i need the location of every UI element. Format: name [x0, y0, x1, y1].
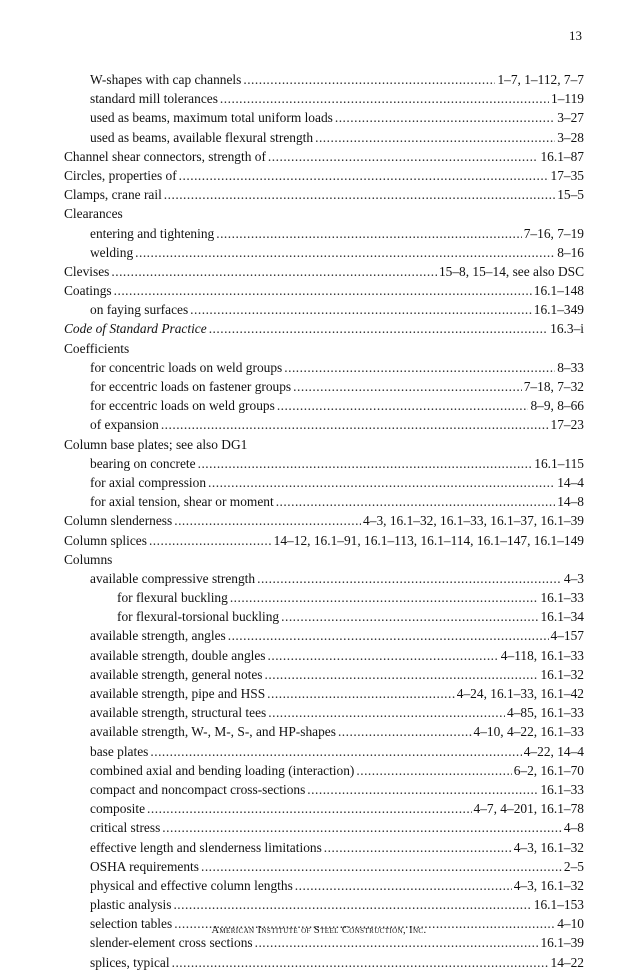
index-term: critical stress [90, 820, 161, 836]
index-term: Column base plates; see also DG1 [64, 436, 248, 452]
index-pages: 14–4 [557, 474, 584, 490]
dot-leader [335, 108, 555, 127]
index-pages: 8–16 [557, 244, 584, 260]
index-term: OSHA requirements [90, 858, 199, 874]
index-pages: 14–12, 16.1–91, 16.1–113, 16.1–114, 16.1–147, 16.1–149 [273, 532, 584, 548]
dot-leader [209, 319, 548, 338]
index-entry [64, 761, 584, 780]
index-entry [64, 953, 584, 972]
index-term: for axial tension, shear or moment [90, 494, 274, 510]
index-pages: 16.1–39 [540, 935, 584, 951]
index-term: for flexural buckling [117, 590, 228, 606]
index-pages: 1–7, 1–112, 7–7 [497, 72, 584, 87]
index-term: available strength, W-, M-, S-, and HP-shapes [90, 724, 336, 740]
index-entry [64, 550, 584, 569]
index-pages: 16.1–148 [533, 283, 584, 299]
index-entry [64, 876, 584, 895]
dot-leader [201, 857, 562, 876]
index-term: on faying surfaces [90, 302, 189, 318]
index-term: of expansion [90, 417, 159, 433]
index-pages: 16.1–349 [533, 302, 584, 318]
page-number: 13 [569, 28, 582, 43]
dot-leader [268, 703, 505, 722]
dot-leader [277, 396, 529, 415]
dot-leader [276, 492, 556, 511]
index-term: Columns [64, 551, 113, 567]
index-pages: 4–24, 16.1–33, 16.1–42 [456, 686, 584, 701]
index-pages: 16.1–34 [540, 609, 584, 625]
index-term: physical and effective column lengths [90, 877, 293, 893]
index-entry [64, 684, 584, 703]
index-pages: 2–5 [563, 858, 584, 874]
index-term: W-shapes with cap channels [90, 72, 242, 87]
dot-leader [172, 953, 549, 972]
index-entry [64, 89, 584, 108]
index-entry [64, 166, 584, 185]
index-term: composite [90, 801, 146, 817]
index-entry [64, 147, 584, 166]
index-term: available strength, double angles [90, 647, 266, 663]
index-term: for concentric loads on weld groups [90, 359, 283, 375]
index-pages: 4–3, 16.1–32 [513, 839, 584, 855]
index-term: effective length and slenderness limitations [90, 839, 322, 855]
dot-leader [174, 511, 361, 530]
index-pages: 3–27 [557, 110, 584, 126]
index-entry [64, 722, 584, 741]
index-term: for eccentric loads on weld groups [90, 398, 275, 414]
index-entry [64, 933, 584, 952]
index-pages: 4–85, 16.1–33 [507, 705, 584, 721]
index-entry [64, 895, 584, 914]
index-term: Column splices [64, 532, 147, 548]
index-pages: 4–10 [557, 916, 584, 932]
index-entry [64, 396, 584, 415]
index-entry [64, 454, 584, 473]
dot-leader [243, 70, 495, 89]
index-term: Clamps, crane rail [64, 187, 162, 203]
dot-leader [295, 876, 512, 895]
index-entry [64, 108, 584, 127]
index-term: for axial compression [90, 474, 207, 490]
index-pages: 15–5 [557, 187, 584, 203]
index-term: Coefficients [64, 340, 130, 356]
index-entry [64, 492, 584, 511]
index-term: Clearances [64, 206, 123, 222]
index-term: available strength, structural tees [90, 705, 267, 721]
dot-leader [338, 722, 472, 741]
index-term: available strength, angles [90, 628, 226, 644]
index-entry [64, 742, 584, 761]
index-pages: 16.1–153 [533, 897, 584, 913]
dot-leader [267, 684, 455, 703]
index-entry [64, 415, 584, 434]
index-term: available strength, pipe and HSS [90, 686, 266, 701]
index-pages: 4–8 [563, 820, 584, 836]
dot-leader [315, 128, 555, 147]
index-entry [64, 799, 584, 818]
index-term: available compressive strength [90, 570, 256, 586]
index-entry [64, 838, 584, 857]
index-entry [64, 204, 584, 223]
dot-leader [230, 588, 539, 607]
index-pages: 4–118, 16.1–33 [500, 647, 584, 663]
index-term: Clevises [64, 263, 110, 279]
index-term: welding [90, 244, 134, 260]
footer: American Institute of Steel Construction, Inc. [211, 925, 427, 936]
index-entry [64, 588, 584, 607]
index-term: plastic analysis [90, 897, 172, 913]
index-entry [64, 243, 584, 262]
dot-leader [135, 243, 555, 262]
index-term: standard mill tolerances [90, 91, 218, 107]
index-term: used as beams, maximum total uniform loads [90, 110, 333, 126]
index-pages: 7–18, 7–32 [523, 379, 584, 394]
dot-leader [216, 224, 522, 243]
index-pages: 4–22, 14–4 [523, 743, 584, 759]
index-pages: 16.1–115 [534, 455, 584, 471]
dot-leader [164, 185, 555, 204]
index-pages: 4–7, 4–201, 16.1–78 [473, 801, 584, 817]
index-pages: 4–157 [550, 628, 584, 644]
dot-leader [265, 665, 539, 684]
index-entry [64, 626, 584, 645]
dot-leader [179, 166, 549, 185]
index-entry [64, 300, 584, 319]
dot-leader [284, 358, 555, 377]
dot-leader [228, 626, 549, 645]
index-term: Column slenderness [64, 513, 173, 529]
dot-leader [220, 89, 549, 108]
index-pages: 16.1–87 [540, 148, 584, 164]
index-pages: 14–22 [550, 954, 584, 970]
index-pages: 8–33 [557, 359, 584, 375]
dot-leader [147, 799, 471, 818]
dot-leader [150, 742, 521, 761]
index-pages: 8–9, 8–66 [530, 398, 584, 414]
dot-leader [293, 377, 522, 396]
index-pages: 14–8 [557, 494, 584, 510]
index-term: bearing on concrete [90, 455, 196, 471]
index-entry [64, 857, 584, 876]
index-entry [64, 703, 584, 722]
index-entry [64, 511, 584, 530]
index-entry [64, 358, 584, 377]
index-entry [64, 473, 584, 492]
index-pages: 6–2, 16.1–70 [513, 762, 584, 778]
index-entry [64, 128, 584, 147]
index-term: Circles, properties of [64, 167, 177, 183]
index-term: base plates [90, 743, 149, 759]
dot-leader [198, 454, 533, 473]
dot-leader [257, 569, 562, 588]
index-pages: 16.3–i [550, 321, 584, 337]
index-entry [64, 377, 584, 396]
index-entry [64, 70, 584, 89]
index-entry [64, 646, 584, 665]
index-pages: 16.1–32 [540, 666, 584, 682]
index-entry [64, 818, 584, 837]
index-entry [64, 607, 584, 626]
index-entry [64, 665, 584, 684]
index-entry [64, 435, 584, 454]
index-entry [64, 569, 584, 588]
index-term: splices, typical [90, 954, 170, 970]
index-entry [64, 780, 584, 799]
index-term: selection tables [90, 916, 173, 932]
dot-leader [255, 933, 539, 952]
index-entry [64, 319, 584, 338]
index-pages: 7–16, 7–19 [523, 225, 584, 241]
dot-leader [114, 281, 532, 300]
index-pages: 15–8, 15–14, see also DSC [438, 263, 584, 279]
index-pages: 4–3, 16.1–32 [513, 877, 584, 893]
index-pages: 16.1–33 [540, 781, 584, 797]
index-entry [64, 185, 584, 204]
dot-leader [268, 646, 499, 665]
dot-leader [162, 818, 562, 837]
dot-leader [161, 415, 549, 434]
index-pages: 4–3 [563, 570, 584, 586]
index-pages: 4–3, 16.1–32, 16.1–33, 16.1–37, 16.1–39 [363, 513, 584, 529]
dot-leader [324, 838, 512, 857]
index-term: for eccentric loads on fastener groups [90, 379, 292, 394]
dot-leader [111, 262, 437, 281]
index-pages: 17–23 [550, 417, 584, 433]
index-list [64, 70, 584, 972]
index-term: for flexural-torsional buckling [117, 609, 280, 625]
index-pages: 3–28 [557, 129, 584, 145]
index-term: entering and tightening [90, 225, 215, 241]
index-entry [64, 531, 584, 550]
index-entry [64, 281, 584, 300]
index-entry [64, 339, 584, 358]
dot-leader [356, 761, 511, 780]
index-term: combined axial and bending loading (interaction) [90, 762, 355, 778]
index-pages: 17–35 [550, 167, 584, 183]
index-entry [64, 262, 584, 281]
dot-leader [149, 531, 272, 550]
index-entry [64, 224, 584, 243]
dot-leader [173, 895, 531, 914]
index-term: Coatings [64, 283, 112, 299]
index-pages: 4–10, 4–22, 16.1–33 [473, 724, 584, 740]
dot-leader [281, 607, 538, 626]
index-term: used as beams, available flexural strength [90, 129, 314, 145]
index-term: compact and noncompact cross-sections [90, 781, 306, 797]
index-pages: 16.1–33 [540, 590, 584, 606]
dot-leader [190, 300, 532, 319]
index-term: Code of Standard Practice [64, 321, 207, 337]
dot-leader [307, 780, 538, 799]
dot-leader [208, 473, 555, 492]
index-term: slender-element cross sections [90, 935, 253, 951]
index-pages: 1–119 [551, 91, 584, 107]
dot-leader [268, 147, 539, 166]
index-term: Channel shear connectors, strength of [64, 148, 266, 164]
index-term: available strength, general notes [90, 666, 263, 682]
